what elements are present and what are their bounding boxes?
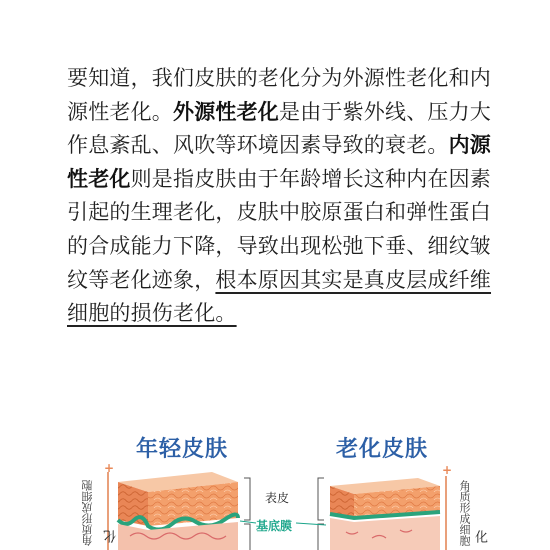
article-line: [67, 297, 487, 331]
article-line: 作息紊乱、风吹等环境因素导致的衰老。内源: [67, 133, 492, 158]
old-skin-block: [330, 463, 452, 550]
side-label-left: 化: [104, 530, 119, 543]
underlined-conclusion-cont: 细胞的损伤老化。: [67, 301, 237, 326]
basement-membrane-label: 基底膜: [256, 519, 293, 533]
epidermis-label: 表皮: [265, 491, 290, 505]
article-line: 性老化则是指皮肤由于年龄增长这种内在因素: [67, 166, 492, 191]
article-line: 要知道，我们皮肤的老化分为外源性老化和内: [67, 66, 491, 90]
article-line: 的合成能力下降，导致出现松弛下垂、细纹皱: [67, 233, 491, 258]
side-label-right: 化: [472, 530, 487, 543]
skin-comparison-figure: [0, 420, 550, 550]
bold-term-intrinsic-cont: 性老化: [67, 166, 131, 191]
keratinocyte-label-left: 角质形成细胞: [81, 480, 94, 546]
svg-text:+: +: [104, 461, 115, 475]
bold-term-extrinsic: 外源性老化: [173, 99, 279, 124]
article-line: 源性老化。外源性老化是由于紫外线、压力大: [67, 99, 491, 124]
article-line: 纹等老化迹象，根本原因其实是真皮层成纤维: [67, 267, 492, 292]
article-body: [67, 62, 492, 331]
bold-term-intrinsic: 内源: [448, 133, 492, 158]
svg-text:+: +: [442, 463, 453, 477]
keratinocyte-label-right: 角质形成细胞: [458, 480, 471, 546]
young-skin-title: 年轻皮肤: [136, 437, 229, 462]
aged-skin-title: 老化皮肤: [336, 437, 429, 462]
article-line: 引起的生理老化，皮肤中胶原蛋白和弹性蛋白: [67, 200, 491, 225]
young-skin-block: [104, 461, 238, 550]
underlined-conclusion: 根本原因其实是真皮层成纤维: [215, 267, 492, 292]
